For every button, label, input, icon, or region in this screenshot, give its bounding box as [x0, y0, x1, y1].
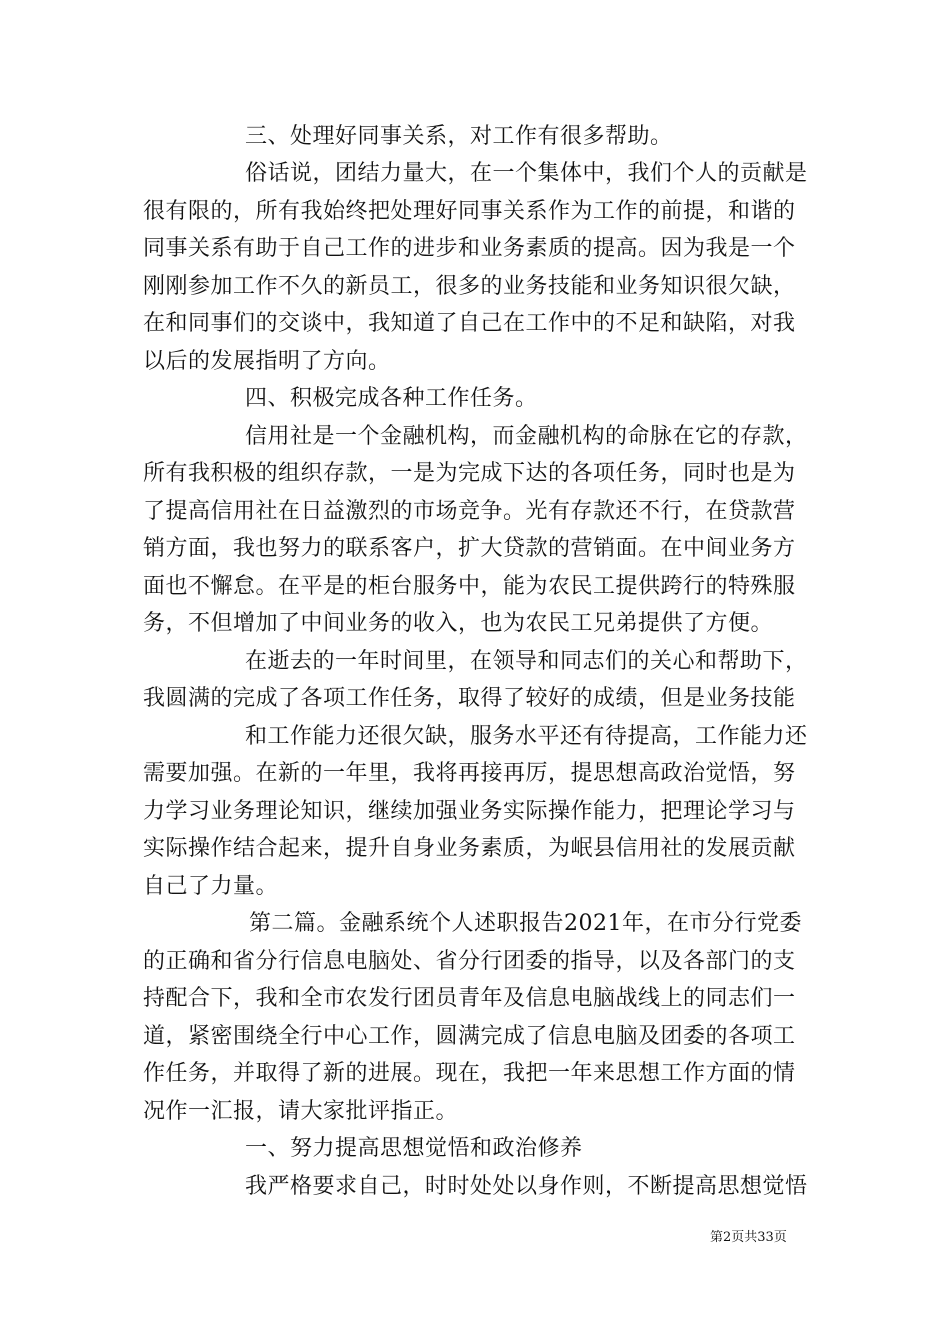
paragraph-line: 了提高信用社在日益激烈的市场竞争。光有存款还不行，在贷款营: [143, 499, 796, 524]
paragraph-line: 实际操作结合起来，提升自身业务素质，为岷县信用社的发展贡献: [143, 836, 796, 861]
paragraph-line: 在逝去的一年时间里，在领导和同志们的关心和帮助下，: [245, 649, 808, 674]
paragraph-line: 需要加强。在新的一年里，我将再接再厉，提思想高政治觉悟，努: [143, 761, 796, 786]
paragraph-line: 道，紧密围绕全行中心工作，圆满完成了信息电脑及团委的各项工: [143, 1024, 796, 1049]
paragraph-line: 和工作能力还很欠缺，服务水平还有待提高，工作能力还: [245, 724, 808, 749]
paragraph-line: 的正确和省分行信息电脑处、省分行团委的指导，以及各部门的支: [143, 949, 796, 974]
paragraph-line: 力学习业务理论知识，继续加强业务实际操作能力，把理论学习与: [143, 799, 796, 824]
section-two-intro: 第二篇。金融系统个人述职报告2021年，在市分行党委: [249, 911, 802, 936]
paragraph-line: 销方面，我也努力的联系客户，扩大贷款的营销面。在中间业务方: [143, 536, 796, 561]
paragraph-line: 很有限的，所有我始终把处理好同事关系作为工作的前提，和谐的: [143, 199, 796, 224]
heading-four: 四、积极完成各种工作任务。: [245, 386, 538, 411]
paragraph-line: 俗话说，团结力量大，在一个集体中，我们个人的贡献是: [245, 161, 808, 186]
paragraph-line: 况作一汇报，请大家批评指正。: [143, 1099, 459, 1124]
paragraph-line: 在和同事们的交谈中，我知道了自己在工作中的不足和缺陷，对我: [143, 311, 796, 336]
paragraph-line: 以后的发展指明了方向。: [143, 349, 391, 374]
paragraph-line: 务，不但增加了中间业务的收入，也为农民工兄弟提供了方便。: [143, 611, 774, 636]
paragraph-line: 持配合下，我和全市农发行团员青年及信息电脑战线上的同志们一: [143, 986, 796, 1011]
paragraph-line: 刚刚参加工作不久的新员工，很多的业务技能和业务知识很欠缺，: [143, 274, 796, 299]
heading-three: 三、处理好同事关系，对工作有很多帮助。: [245, 124, 673, 149]
paragraph-line: 我圆满的完成了各项工作任务，取得了较好的成绩，但是业务技能: [143, 686, 796, 711]
paragraph-line: 面也不懈怠。在平是的柜台服务中，能为农民工提供跨行的特殊服: [143, 574, 796, 599]
heading-one: 一、努力提高思想觉悟和政治修养: [245, 1136, 583, 1161]
paragraph-line: 信用社是一个金融机构，而金融机构的命脉在它的存款，: [245, 424, 808, 449]
paragraph-line: 同事关系有助于自己工作的进步和业务素质的提高。因为我是一个: [143, 236, 796, 261]
paragraph-line: 我严格要求自己，时时处处以身作则，不断提高思想觉悟: [245, 1174, 808, 1199]
paragraph-line: 自己了力量。: [143, 874, 279, 899]
page-number-footer: 第2页共33页: [710, 1230, 787, 1245]
paragraph-line: 所有我积极的组织存款，一是为完成下达的各项任务，同时也是为: [143, 461, 796, 486]
paragraph-line: 作任务，并取得了新的进展。现在，我把一年来思想工作方面的情: [143, 1061, 796, 1086]
